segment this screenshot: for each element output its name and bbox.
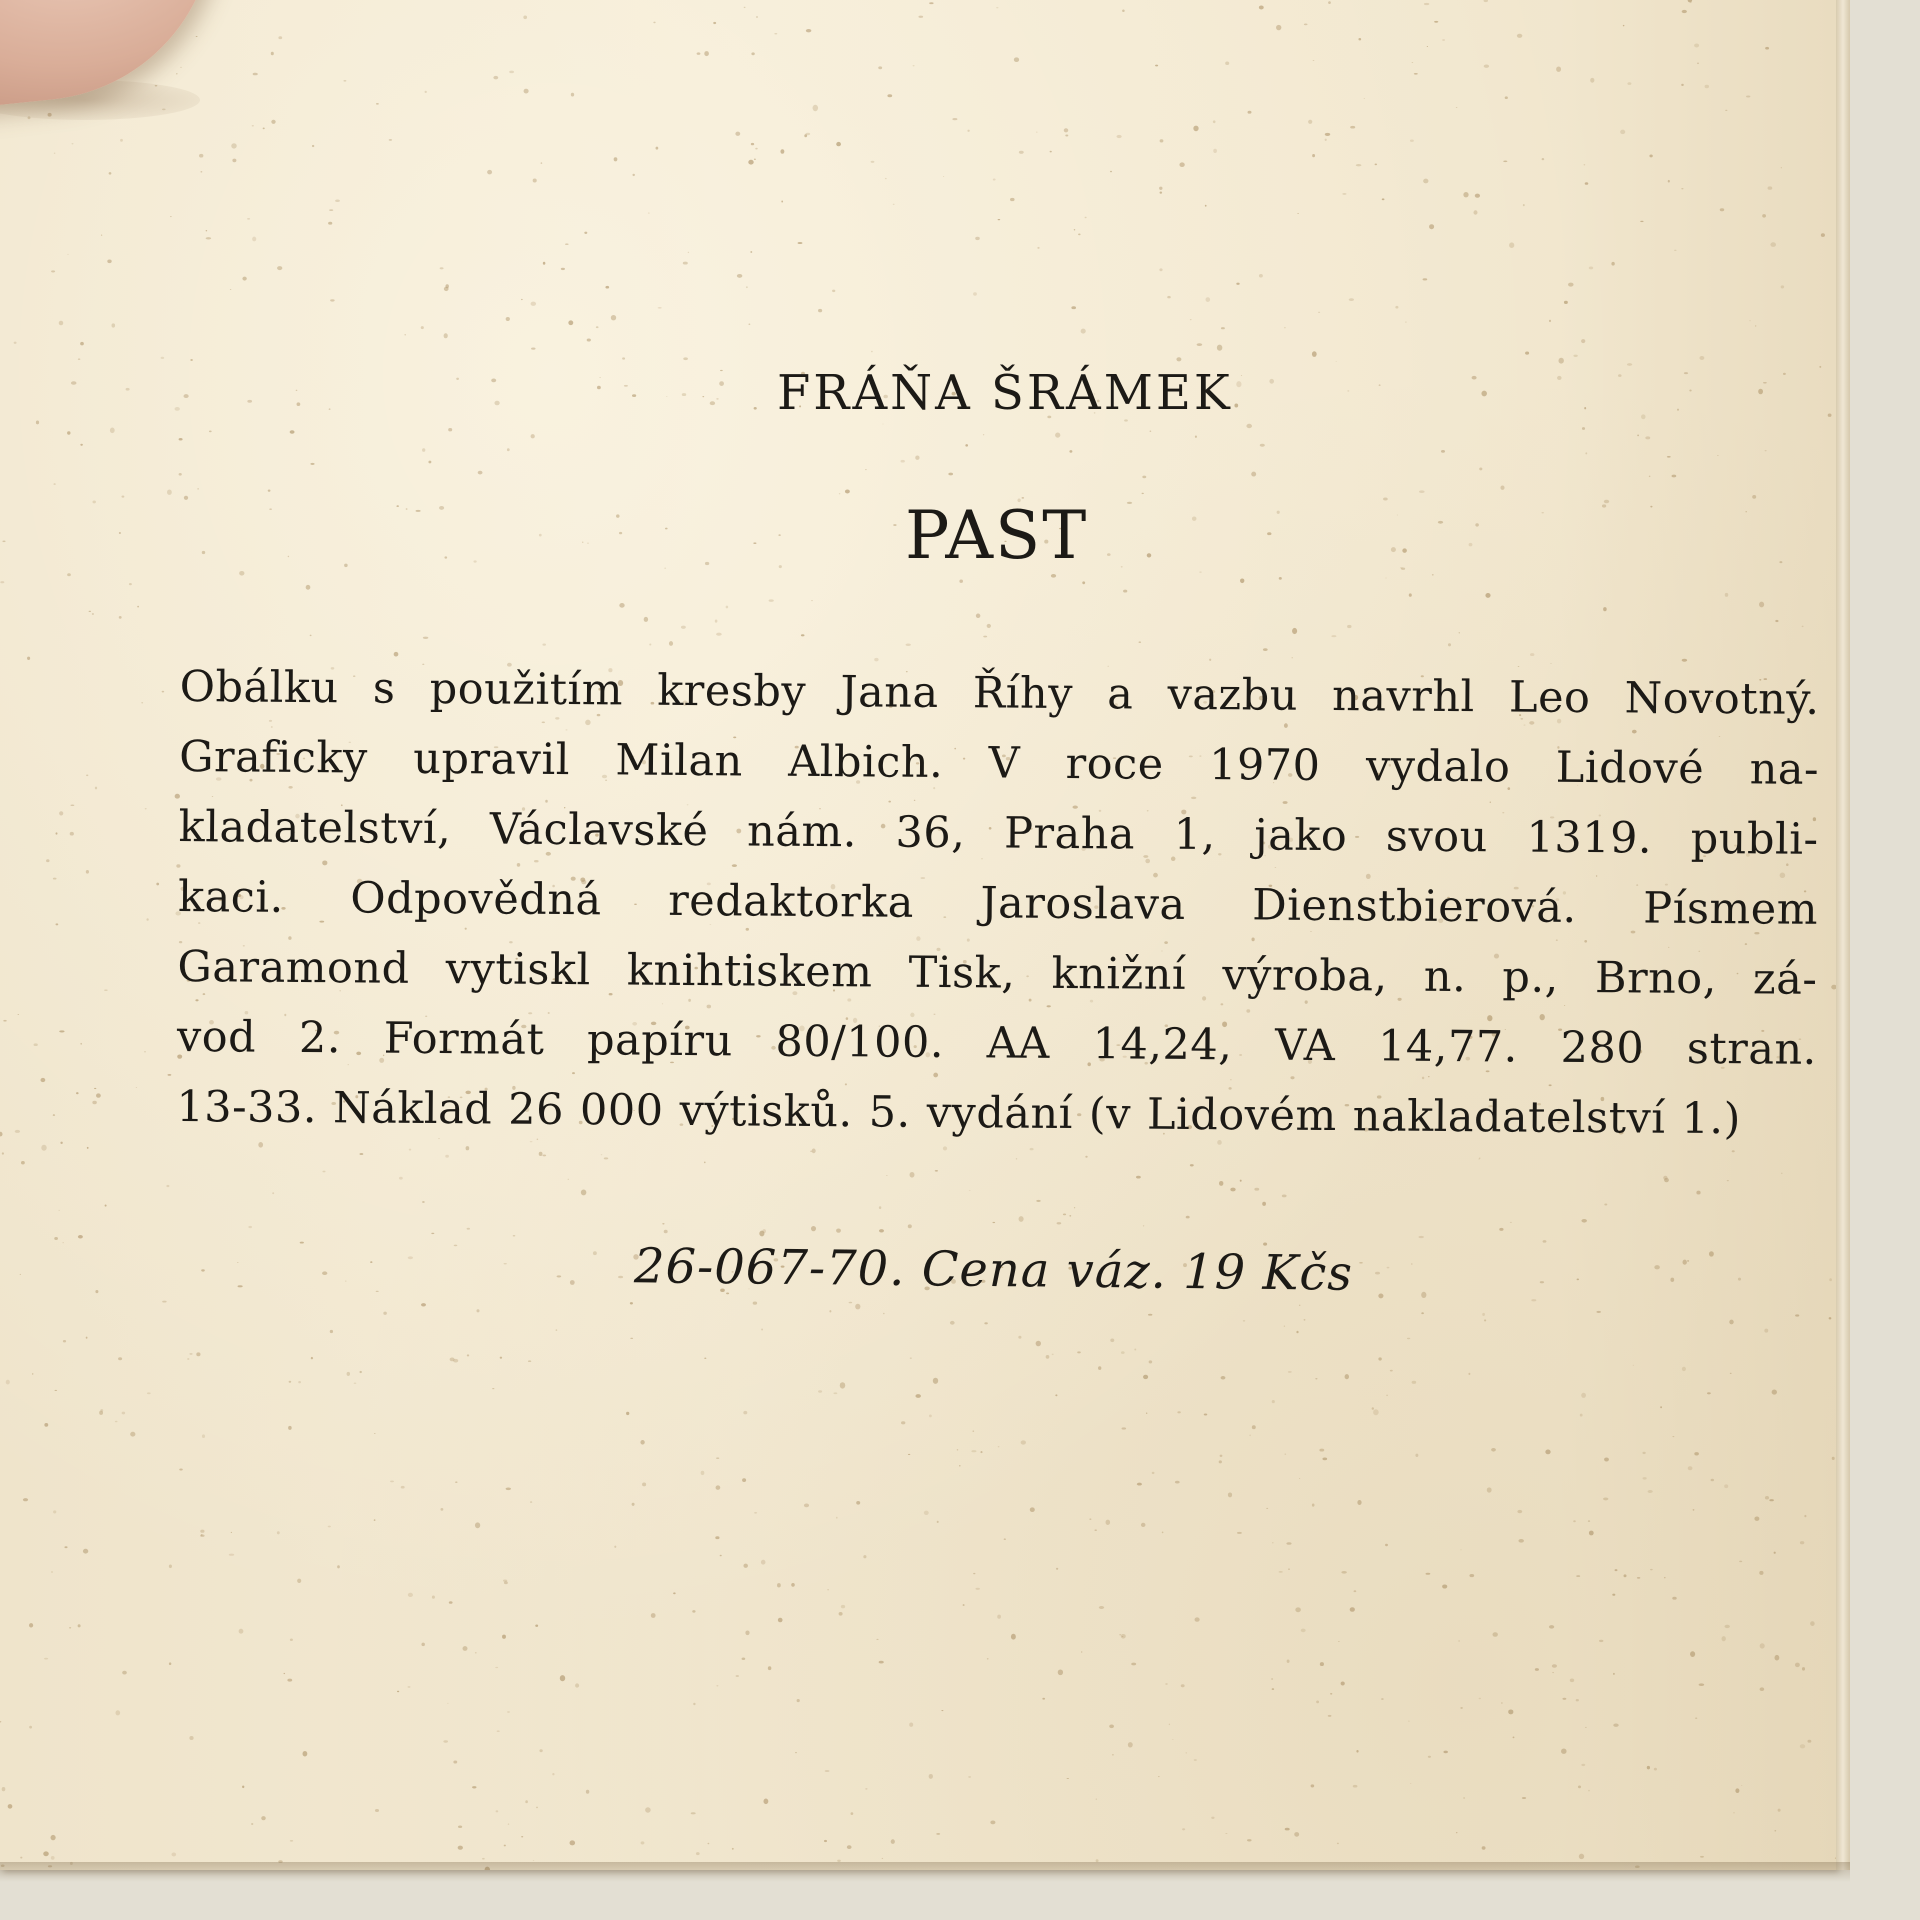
imprint-word: použitím — [429, 663, 624, 716]
imprint-word: publi- — [1690, 813, 1819, 865]
imprint-word: Praha — [1003, 808, 1136, 860]
imprint-word: Dienstbierová. — [1252, 880, 1577, 933]
imprint-word: 14,77. — [1377, 1021, 1519, 1073]
imprint-word: Odpovědná — [350, 873, 602, 926]
imprint-line — [179, 722, 1819, 805]
imprint-word: a — [1107, 669, 1134, 720]
imprint-word: knižní — [1051, 948, 1187, 1000]
imprint-word: 26 — [508, 1084, 565, 1136]
imprint-word: vydání — [926, 1087, 1074, 1140]
imprint-word: nám. — [746, 806, 858, 858]
imprint-word: Obálku — [179, 661, 339, 714]
imprint-word: kladatelství, — [178, 801, 452, 855]
imprint-word: Říhy — [972, 668, 1074, 720]
imprint-word: Lidovém — [1146, 1089, 1337, 1142]
imprint-line — [177, 932, 1817, 1015]
imprint-word: kresby — [657, 665, 807, 717]
imprint-word: svou — [1385, 811, 1489, 863]
imprint-word: 13-33. — [176, 1081, 318, 1134]
imprint-word: papíru — [586, 1015, 733, 1067]
imprint-word: 1, — [1173, 809, 1216, 861]
imprint-word: zá- — [1752, 954, 1818, 1005]
imprint-word: výtisků. — [679, 1085, 853, 1138]
imprint-word: Jana — [840, 667, 939, 718]
imprint-word: s — [372, 663, 396, 714]
imprint-word: 5. — [868, 1087, 911, 1138]
imprint-word: Lidové — [1555, 742, 1705, 794]
price-line: 26-067-70. Cena váz. 19 Kčs — [633, 1238, 1354, 1302]
imprint-word: 14,24, — [1092, 1019, 1233, 1071]
imprint-word: Albich. — [788, 736, 944, 788]
page-bottom-shadow — [0, 1862, 1850, 1882]
imprint-word: Písmem — [1643, 883, 1819, 935]
imprint-word: 280 — [1560, 1022, 1645, 1074]
imprint-word: AA — [986, 1018, 1051, 1069]
imprint-word: Jaroslava — [980, 878, 1186, 930]
imprint-word: 000 — [579, 1085, 664, 1136]
imprint-line — [179, 652, 1819, 735]
imprint-word: nakladatelství — [1352, 1091, 1666, 1144]
imprint-line — [176, 1072, 1816, 1155]
imprint-word: Brno, — [1594, 953, 1718, 1005]
imprint-word: výroba, — [1222, 950, 1388, 1002]
imprint-word: Václavské — [489, 804, 709, 857]
imprint-word: Novotný. — [1624, 673, 1820, 725]
imprint-line — [177, 1002, 1817, 1085]
imprint-word: knihtiskem — [626, 945, 873, 998]
imprint-word: vytiskl — [445, 944, 591, 996]
book-title: PAST — [905, 497, 1089, 574]
imprint-paragraph — [176, 652, 1820, 1155]
imprint-word: jako — [1254, 810, 1348, 862]
imprint-word: upravil — [413, 733, 571, 786]
imprint-word: Formát — [383, 1013, 545, 1065]
imprint-word: Leo — [1508, 672, 1591, 724]
imprint-line — [178, 792, 1818, 875]
imprint-word: Náklad — [332, 1083, 493, 1135]
imprint-word: 1970 — [1208, 740, 1321, 791]
imprint-line — [178, 862, 1818, 945]
imprint-word: n. — [1423, 951, 1467, 1003]
imprint-word: 2. — [298, 1012, 342, 1064]
imprint-word: Milan — [615, 735, 743, 787]
imprint-word: p., — [1502, 952, 1559, 1003]
imprint-word: 1.) — [1681, 1093, 1742, 1145]
imprint-word: navrhl — [1331, 671, 1475, 723]
imprint-word: kaci. — [177, 871, 284, 923]
imprint-word: redaktorka — [668, 875, 915, 928]
imprint-word: 36, — [895, 807, 966, 859]
imprint-word: vydalo — [1365, 741, 1511, 793]
imprint-word: roce — [1065, 738, 1164, 790]
imprint-word: na- — [1749, 744, 1820, 795]
imprint-word: Tisk, — [908, 947, 1016, 999]
imprint-word: vod — [176, 1011, 257, 1063]
imprint-word: (v — [1088, 1089, 1132, 1140]
imprint-word: Graficky — [178, 731, 369, 784]
author-name: FRÁŇA ŠRÁMEK — [777, 365, 1233, 421]
imprint-word: Garamond — [177, 941, 410, 994]
page-edge — [1836, 0, 1850, 1870]
imprint-word: 1319. — [1526, 812, 1653, 864]
imprint-word: 80/100. — [775, 1016, 945, 1069]
imprint-word: V — [988, 738, 1021, 789]
imprint-word: vazbu — [1167, 669, 1299, 721]
imprint-word: VA — [1274, 1020, 1336, 1072]
imprint-word: stran. — [1686, 1023, 1818, 1075]
